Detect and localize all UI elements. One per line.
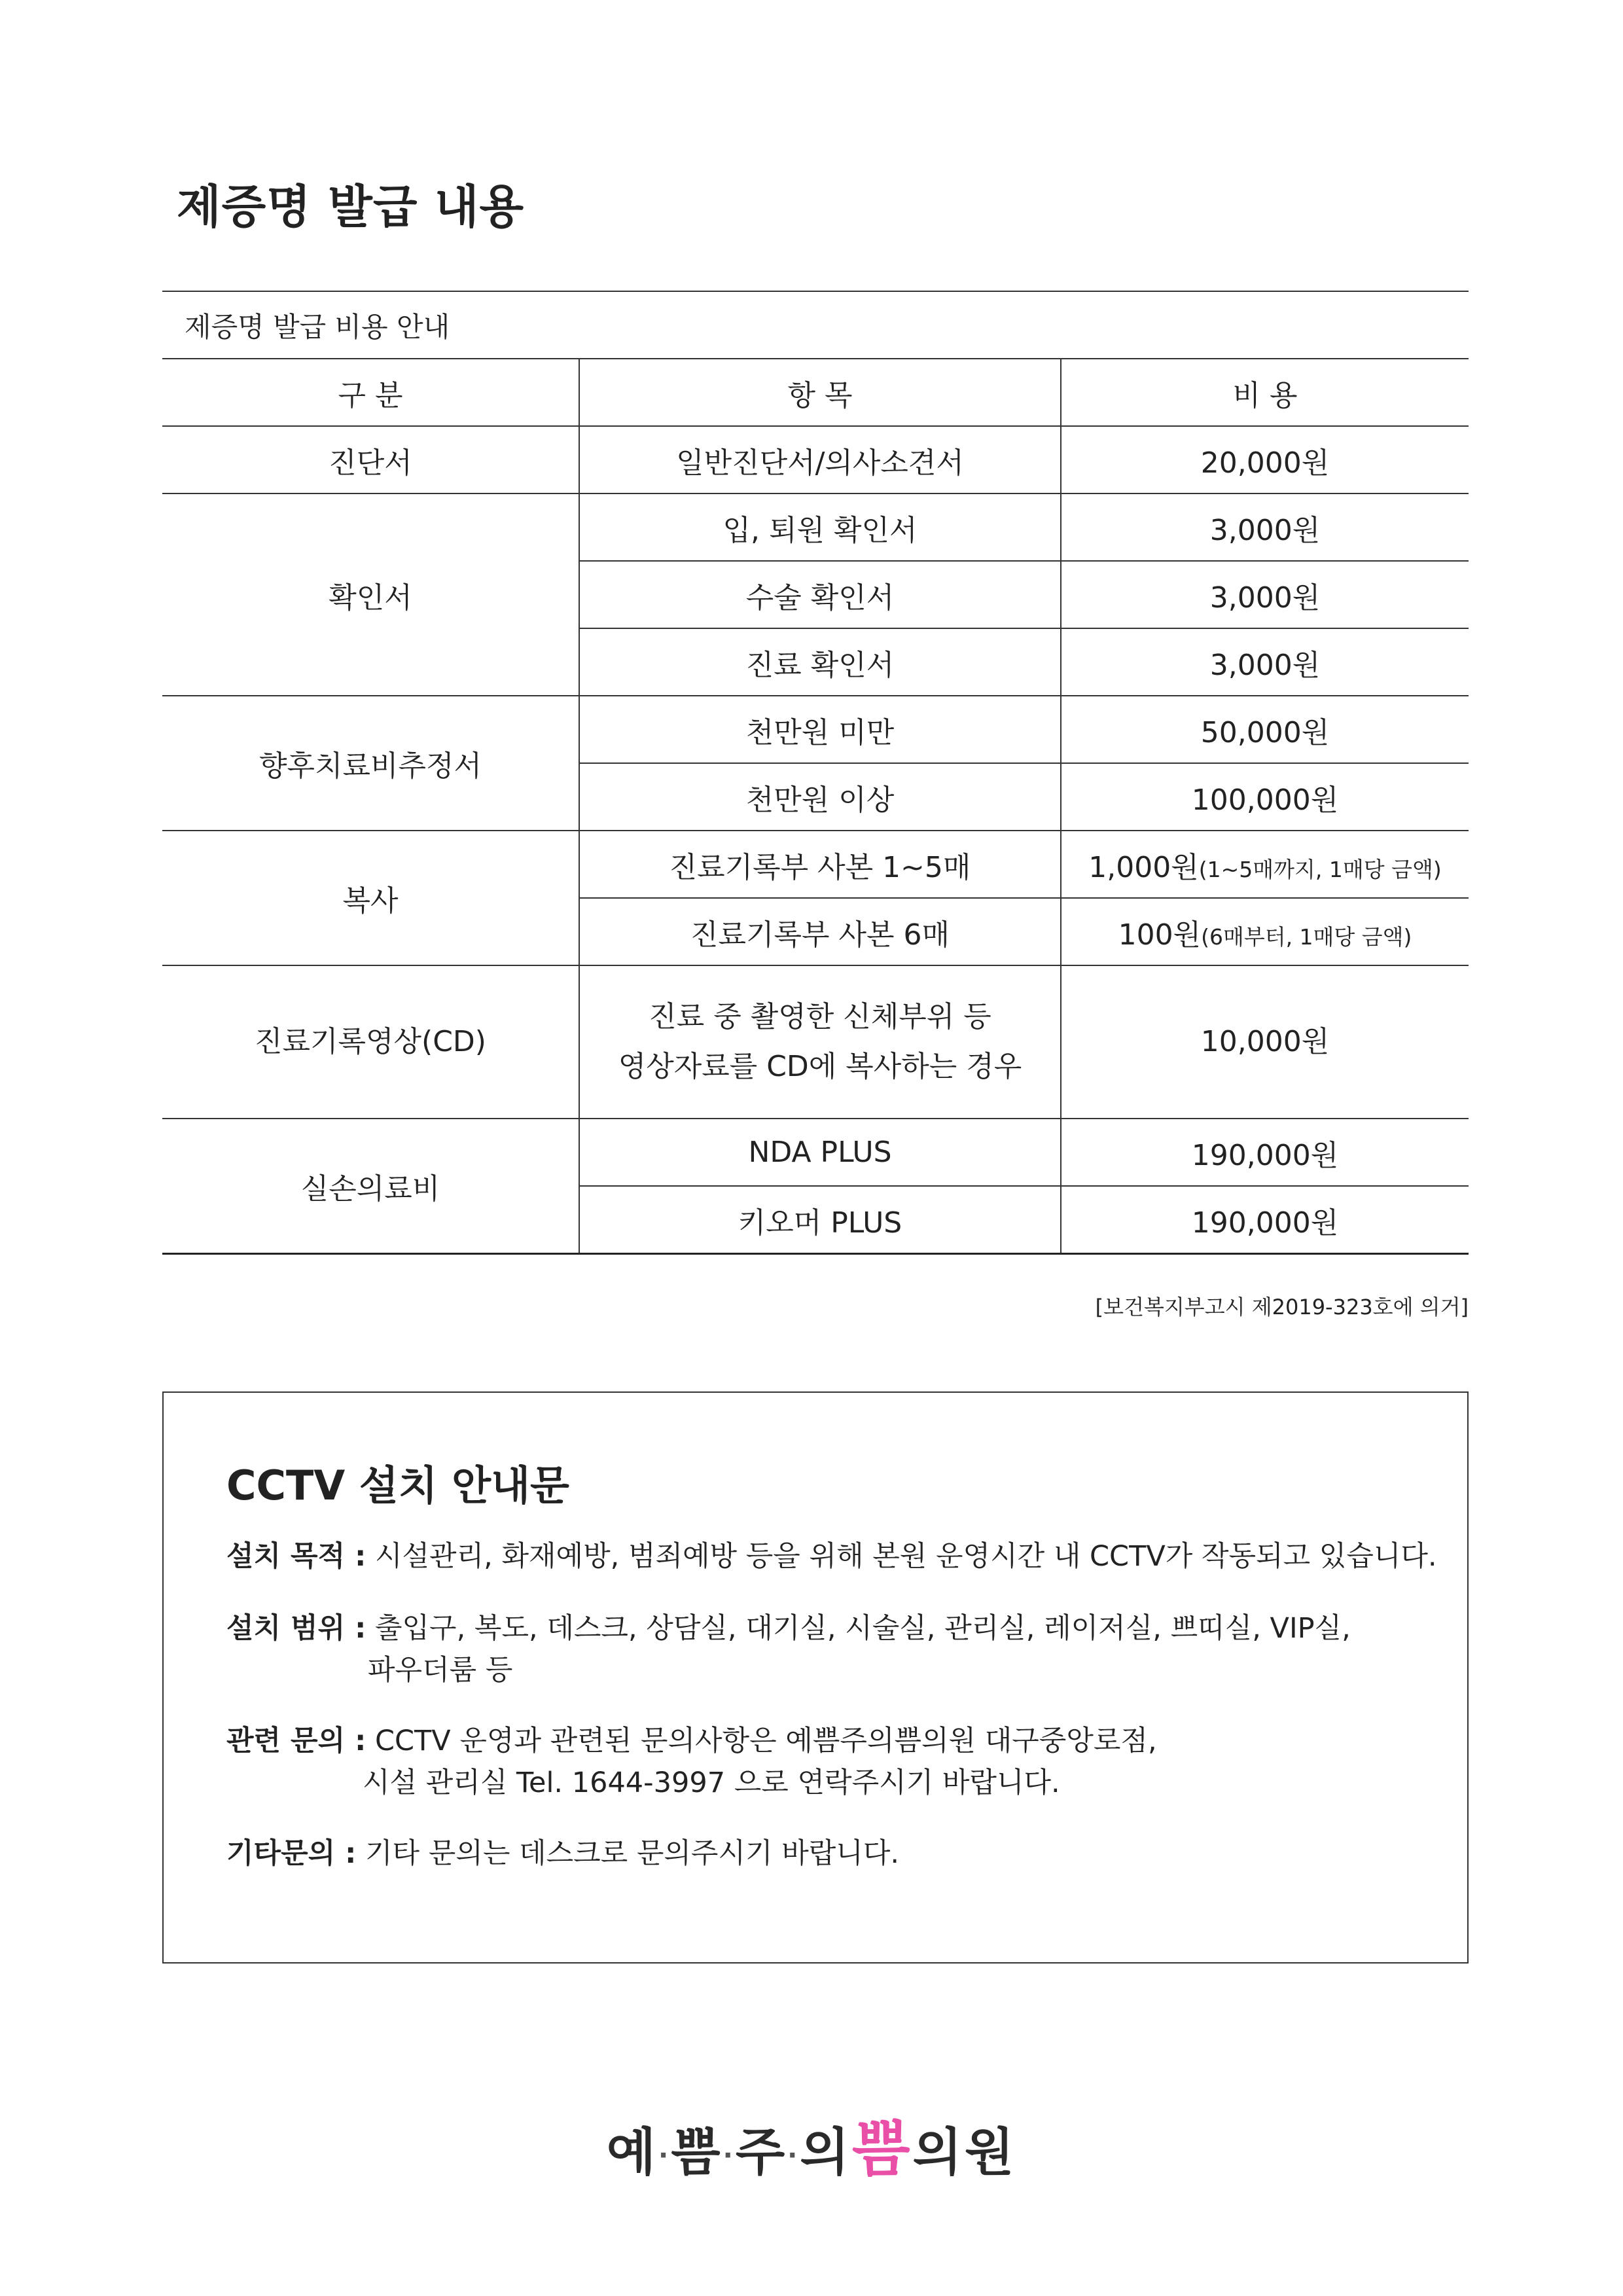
table-row — [162, 493, 1469, 561]
cctv-title: CCTV 설치 안내문 — [226, 1462, 569, 1509]
inquiry-label: 관련 문의 : — [226, 1725, 366, 1757]
item-line: 진료 중 촬영한 신체부위 등 — [649, 1000, 991, 1033]
scope-line: 파우더룸 등 — [368, 1654, 513, 1687]
clinic-logo — [0, 2101, 1623, 2187]
item-cell: 일반진단서/의사소견서 — [579, 426, 1061, 493]
table-row — [162, 696, 1469, 763]
cctv-notice-box — [162, 1391, 1469, 1964]
category-cell: 향후치료비추정서 — [162, 696, 579, 831]
category-cell: 진단서 — [162, 426, 579, 493]
item-cell: 진료 확인서 — [579, 628, 1061, 696]
logo-dot: · — [722, 2140, 736, 2171]
item-cell: 천만원 이상 — [579, 763, 1061, 831]
header-item: 항 목 — [579, 359, 1061, 426]
fee-cell: 100,000원 — [1061, 763, 1469, 831]
cctv-scope — [226, 1607, 1351, 1691]
item-cell: NDA PLUS — [579, 1119, 1061, 1186]
item-cell — [579, 965, 1061, 1119]
fee-cell: 3,000원 — [1061, 493, 1469, 561]
fee-value: 1,000원 — [1088, 850, 1199, 884]
logo-text: 주 — [735, 2123, 788, 2182]
fee-cell: 10,000원 — [1061, 965, 1469, 1119]
fee-cell: 3,000원 — [1061, 628, 1469, 696]
fee-table — [162, 291, 1469, 1255]
logo-dot: · — [658, 2140, 671, 2171]
table-row — [162, 965, 1469, 1119]
item-cell: 진료기록부 사본 6매 — [579, 898, 1061, 965]
table-header-row — [162, 359, 1469, 426]
logo-text: 의 — [800, 2123, 852, 2182]
category-cell: 확인서 — [162, 493, 579, 696]
logo-dot: · — [787, 2140, 800, 2171]
cctv-other — [226, 1833, 899, 1874]
other-text: 기타 문의는 데스크로 문의주시기 바랍니다. — [365, 1837, 900, 1870]
logo-text: 쁨 — [671, 2123, 723, 2182]
legal-note: [보건복지부고시 제2019-323호에 의거] — [1095, 1295, 1469, 1319]
header-fee: 비 용 — [1061, 359, 1469, 426]
table-row — [162, 1119, 1469, 1186]
item-cell: 키오머 PLUS — [579, 1186, 1061, 1254]
logo-text: 예 — [606, 2123, 659, 2182]
cctv-purpose — [226, 1535, 1437, 1577]
table-row — [162, 426, 1469, 493]
category-cell: 실손의료비 — [162, 1119, 579, 1254]
category-cell: 진료기록영상(CD) — [162, 965, 579, 1119]
scope-line: 출입구, 복도, 데스크, 상담실, 대기실, 시술실, 관리실, 레이저실, 쁘띠실, VIP실, — [374, 1612, 1351, 1645]
logo-text: 의원 — [912, 2123, 1017, 2182]
fee-cell: 50,000원 — [1061, 696, 1469, 763]
purpose-label: 설치 목적 : — [226, 1540, 366, 1573]
table-caption: 제증명 발급 비용 안내 — [162, 291, 1469, 359]
item-cell: 수술 확인서 — [579, 561, 1061, 628]
inquiry-line: 시설 관리실 Tel. 1644-3997 으로 연락주시기 바랍니다. — [363, 1767, 1060, 1799]
fee-cell: 190,000원 — [1061, 1119, 1469, 1186]
fee-cell: 3,000원 — [1061, 561, 1469, 628]
fee-cell — [1061, 898, 1469, 965]
header-category: 구 분 — [162, 359, 579, 426]
item-cell: 천만원 미만 — [579, 696, 1061, 763]
fee-note: (6매부터, 1매당 금액) — [1201, 924, 1412, 950]
scope-label: 설치 범위 : — [226, 1612, 366, 1645]
fee-cell: 20,000원 — [1061, 426, 1469, 493]
fee-cell: 190,000원 — [1061, 1186, 1469, 1254]
page-title: 제증명 발급 내용 — [177, 180, 525, 234]
item-cell: 입, 퇴원 확인서 — [579, 493, 1061, 561]
table-caption-row — [162, 291, 1469, 359]
fee-cell — [1061, 831, 1469, 898]
table-row — [162, 831, 1469, 898]
purpose-text: 시설관리, 화재예방, 범죄예방 등을 위해 본원 운영시간 내 CCTV가 작동되고 있습니다. — [374, 1540, 1437, 1573]
item-line: 영상자료를 CD에 복사하는 경우 — [618, 1050, 1022, 1083]
cctv-inquiry — [226, 1720, 1157, 1804]
fee-note: (1~5매까지, 1매당 금액) — [1198, 856, 1442, 882]
inquiry-line: CCTV 운영과 관련된 문의사항은 예쁨주의쁨의원 대구중앙로점, — [374, 1725, 1157, 1757]
fee-value: 100원 — [1118, 918, 1202, 952]
item-cell: 진료기록부 사본 1~5매 — [579, 831, 1061, 898]
logo-accent: 쁨 — [851, 2114, 913, 2184]
category-cell: 복사 — [162, 831, 579, 965]
other-label: 기타문의 : — [226, 1837, 357, 1870]
